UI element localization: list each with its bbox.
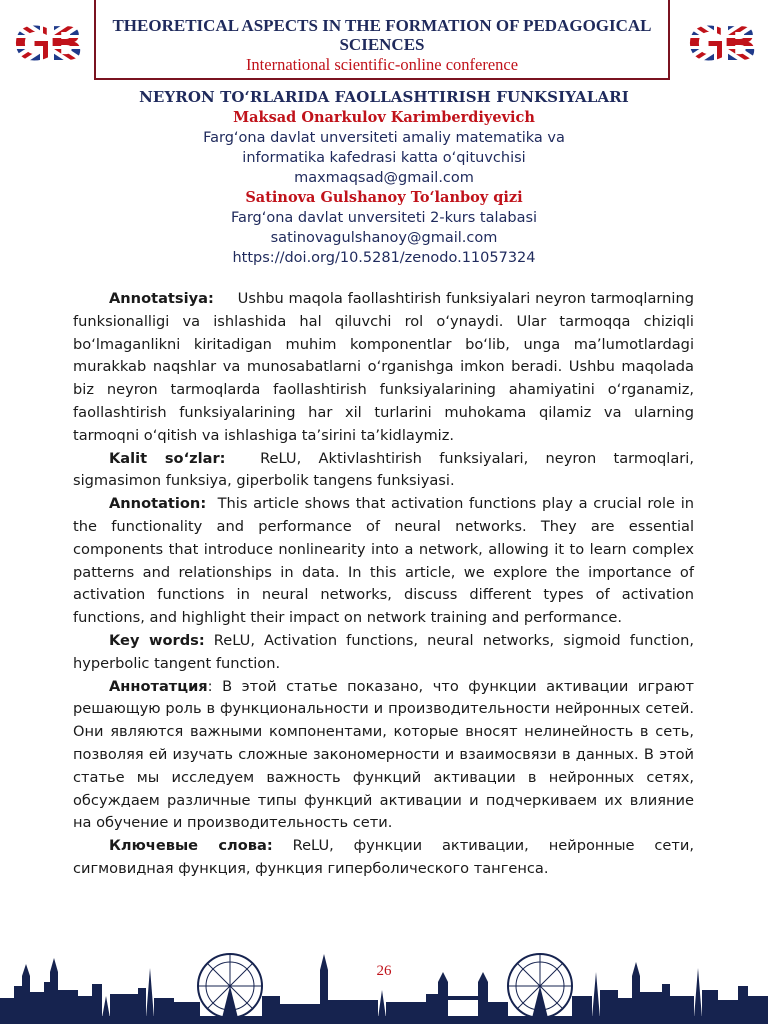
keywords-uz-label: Kalit so‘zlar:: [109, 449, 226, 467]
gb-flag-logo-left: [4, 14, 90, 70]
paper-title: NEYRON TO‘RLARIDA FAOLLASHTIRISH FUNKSIYALARI: [139, 88, 629, 106]
author-email-2[interactable]: satinovagulshanoy@gmail.com: [270, 230, 498, 246]
author-affiliation-2: Farg‘ona davlat unversiteti 2-kurs talabasi: [230, 210, 538, 226]
annotation-uz: [73, 288, 694, 448]
annotation-uz-text: Ushbu maqola faollashtirish funksiyalari neyron tarmoqlarning funksionalligi va ishlashida hal qiluvchi rol o‘ynaydi. Ular tarmoqqa chiziqli bo‘lmaganlikni kiritadigan muhim komponentlar bo‘lib, unga ma’lumotlardagi murakkab naqshlar va munosabatlarni o‘rganishga imkon beradi. Ushbu maqolada biz neyron tarmoqlarda faollashtirish funksiyalarining ahamiyatini o‘rganamiz, faollashtirish funksiyalarining har xil turlarini muhokama qilamiz va ularning tarmoqni o‘qitish va ishlashiga ta’sirini ta’kidlaymiz.: [73, 290, 694, 444]
paper-title-block: [60, 87, 708, 268]
annotation-ru-text: : В этой статье показано, что функции активации играют решающую роль в функциональности и производительности нейронных сетей. Они являются важными компонентами, которые вносят нелинейность в сеть, позволяя ей изучать сложные закономерности и взаимосвязи в данных. В этой статье мы исследуем важность функций активации в нейронных сетях, обсуждаем различные типы функций активации и подчеркиваем их влияние на обучение и производительность сети.: [73, 677, 694, 832]
keywords-en: [73, 630, 694, 676]
annotation-uz-label: Annotatsiya:: [109, 290, 214, 307]
doi-link[interactable]: https://doi.org/10.5281/zenodo.11057324: [232, 250, 536, 266]
london-skyline-decoration: [0, 946, 768, 1024]
page-header: [0, 0, 768, 82]
annotation-en-label: Annotation:: [109, 495, 207, 513]
author-affiliation-1a: Farg‘ona davlat unversiteti amaliy matematika va: [203, 130, 565, 146]
header-divider-right: [668, 0, 670, 80]
author-affiliation-1b: informatika kafedrasi katta o‘qituvchisi: [242, 150, 526, 166]
keywords-ru-label: Ключевые слова:: [109, 837, 273, 855]
gb-flag-logo-right: [678, 14, 764, 70]
keywords-uz: [73, 448, 694, 494]
paper-body: [73, 288, 694, 881]
page-number: 26: [376, 963, 392, 979]
author-name-1: Maksad Onarkulov Karimberdiyevich: [233, 109, 535, 126]
keywords-uz-text: ReLU, Aktivlashtirish funksiyalari, neyron tarmoqlari, sigmasimon funksiya, giperbolik tangens funksiyasi.: [73, 449, 694, 490]
conference-title: THEORETICAL ASPECTS IN THE FORMATION OF PEDAGOGICAL SCIENCES: [112, 16, 652, 54]
annotation-en: [73, 493, 694, 630]
author-email-1[interactable]: maxmaqsad@gmail.com: [294, 170, 474, 186]
annotation-ru: [73, 676, 694, 836]
keywords-en-text: ReLU, Activation functions, neural networks, sigmoid function, hyperbolic tangent function.: [73, 631, 695, 672]
header-text: [96, 16, 668, 76]
keywords-en-label: Key words:: [109, 631, 205, 649]
author-name-2: Satinova Gulshanoy To‘lanboy qizi: [245, 189, 523, 206]
keywords-ru: [73, 835, 694, 881]
conference-subtitle: International scientific-online conference: [245, 55, 519, 74]
keywords-ru-text: ReLU, функции активации, нейронные сети, сигмовидная функция, функция гиперболического тангенса.: [73, 837, 694, 877]
annotation-en-text: This article shows that activation functions play a crucial role in the functionality and performance of neural networks. They are essential components that introduce nonlinearity into a network, allowing it to learn complex patterns and relationships in data. In this article, we explore the importance of activation functions in neural networks, discuss different types of activation functions, and highlight their impact on network training and performance.: [73, 495, 695, 627]
annotation-ru-label: Аннотатция: [109, 677, 208, 695]
header-divider-bottom: [94, 78, 670, 80]
